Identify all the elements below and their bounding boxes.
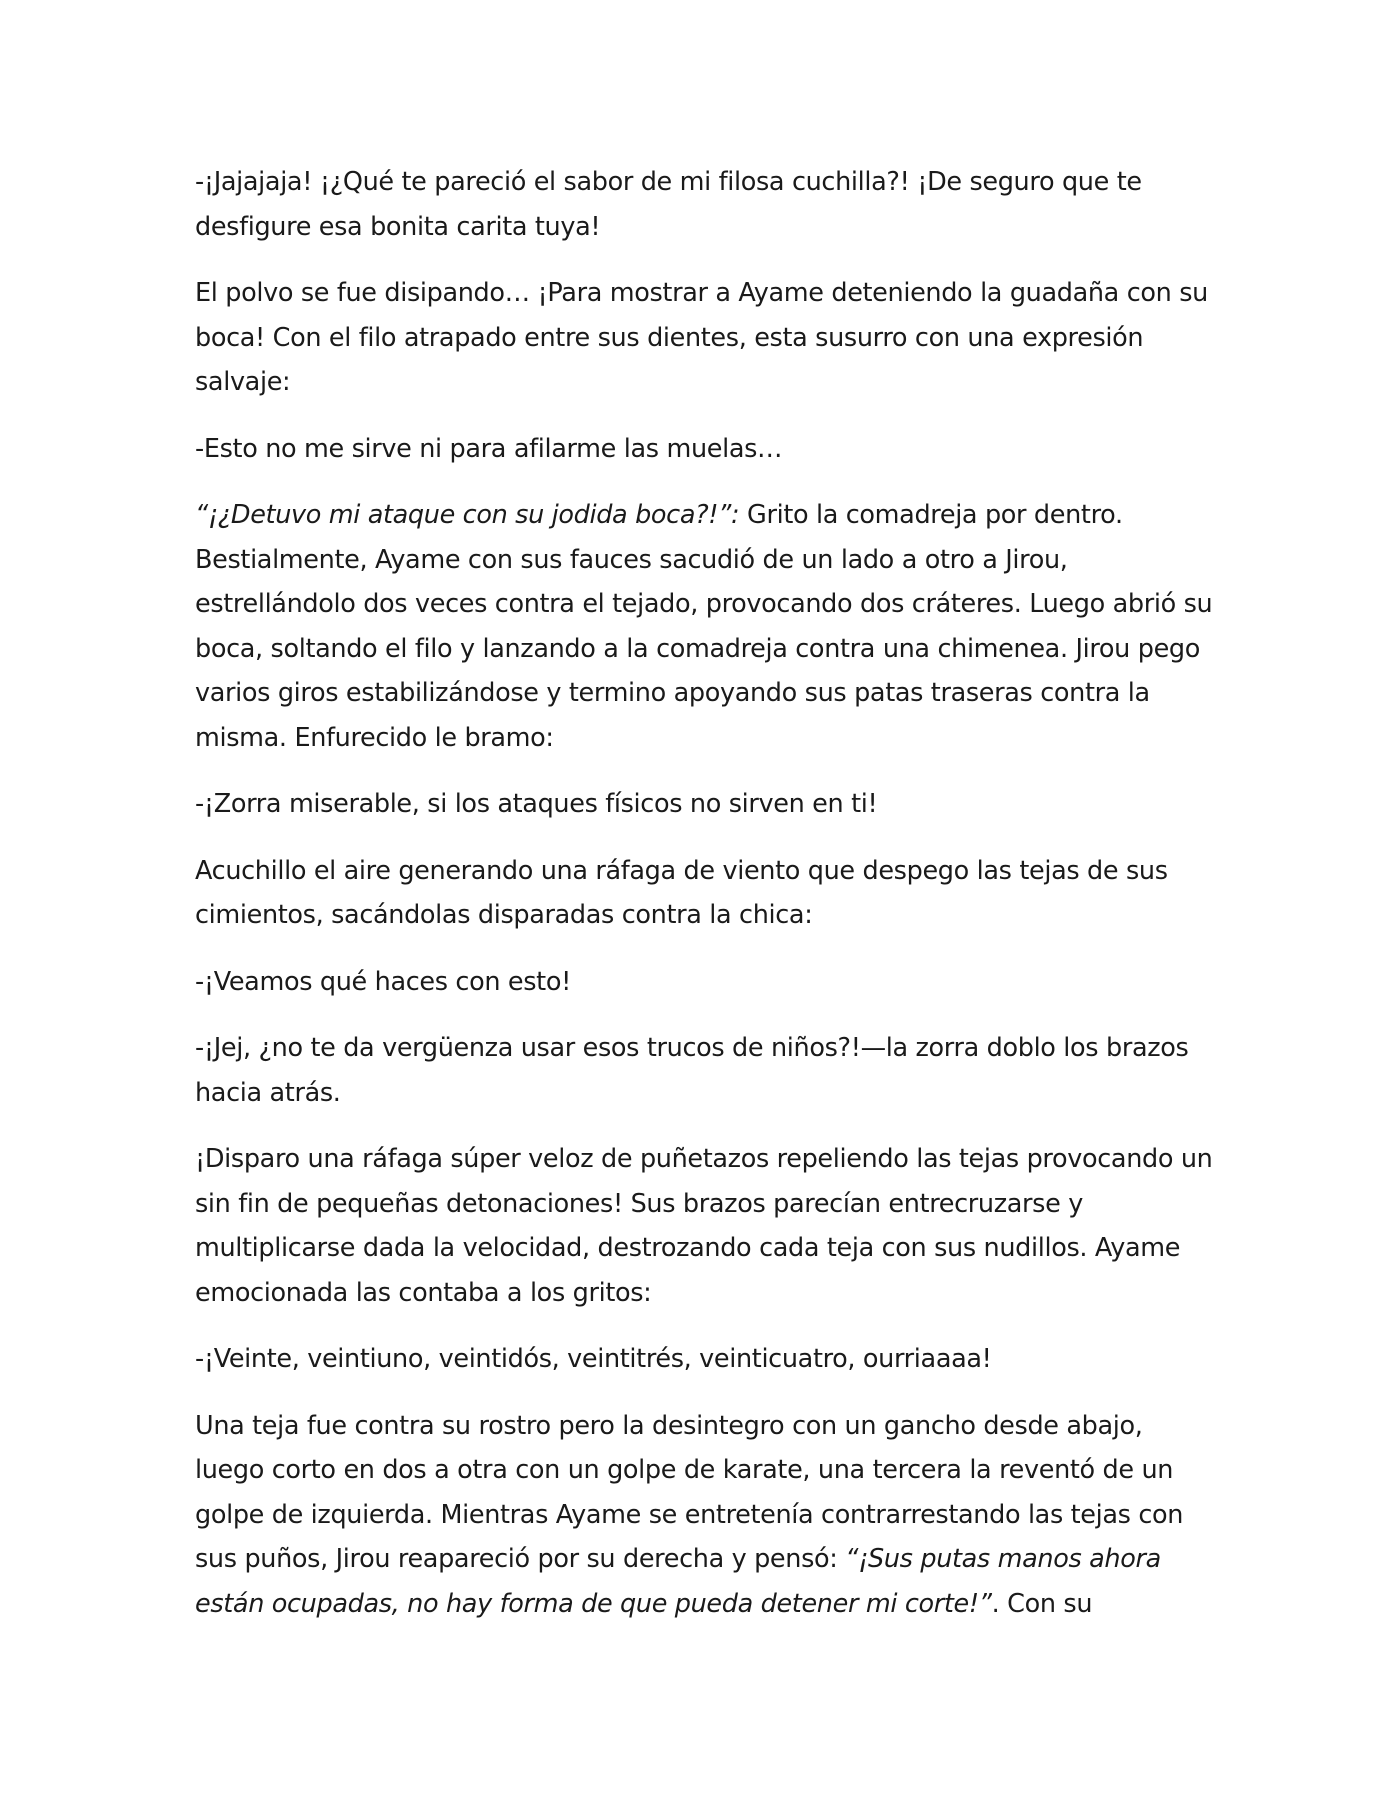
paragraph xyxy=(195,849,1215,938)
paragraph-text: Grito la comadreja por dentro. Bestialmente, Ayame con sus fauces sacudió de un lado a otro a Jirou, estrellándolo dos veces contra el tejado, provocando dos cráteres. Luego abrió su boca, soltando el filo y lanzando a la comadreja contra una chimenea. Jirou pego varios giros estabilizándose y termino apoyando sus patas traseras contra la misma. Enfurecido le bramo: xyxy=(195,500,1213,753)
paragraph xyxy=(195,160,1215,249)
paragraph-text: . Con su xyxy=(991,1588,1093,1619)
paragraph xyxy=(195,427,1215,472)
paragraph xyxy=(195,1137,1215,1315)
paragraph xyxy=(195,271,1215,405)
paragraph-text: -¡Zorra miserable, si los ataques físicos no sirven en ti! xyxy=(195,789,878,819)
paragraph-text: -¡Veinte, veintiuno, veintidós, veintitrés, veinticuatro, ourriaaaa! xyxy=(195,1344,992,1374)
paragraph-text: -¡Veamos qué haces con esto! xyxy=(195,966,571,997)
paragraph xyxy=(195,493,1215,760)
paragraph-text: Acuchillo el aire generando una ráfaga de viento que despego las tejas de sus cimientos, sacándolas disparadas contra la chica: xyxy=(195,855,1168,930)
paragraph-text: Una teja fue contra su rostro pero la desintegro con un gancho desde abajo, luego corto en dos a otra con un golpe de karate, una tercera la reventó de un golpe de izquierda. Mientras Ayame se entretenía contrarrestando las tejas con sus puños, Jirou reapareció por su derecha y pensó: xyxy=(195,1410,1184,1574)
paragraph-text: -¡Jajajaja! ¡¿Qué te pareció el sabor de mi filosa cuchilla?! ¡De seguro que te desfigure esa bonita carita tuya! xyxy=(195,167,1142,242)
paragraph xyxy=(195,1026,1215,1115)
paragraph-text: ¡Disparo una ráfaga súper veloz de puñetazos repeliendo las tejas provocando un sin fin de pequeñas detonaciones! Sus brazos parecían entrecruzarse y multiplicarse dada la velocidad, destrozando cada teja con sus nudillos. Ayame emocionada las contaba a los gritos: xyxy=(195,1144,1213,1308)
paragraph xyxy=(195,960,1215,1005)
paragraph xyxy=(195,1404,1215,1627)
italic-thought: “¡Sus putas manos ahora están ocupadas, no hay forma de que pueda detener mi corte!” xyxy=(195,1544,1161,1619)
paragraph-text: -¡Jej, ¿no te da vergüenza usar esos trucos de niños?!—la zorra doblo los brazos hacia atrás. xyxy=(195,1033,1189,1108)
paragraph-text: El polvo se fue disipando… ¡Para mostrar a Ayame deteniendo la guadaña con su boca! Con el filo atrapado entre sus dientes, esta susurro con una expresión salvaje: xyxy=(195,278,1208,397)
paragraph-text: -Esto no me sirve ni para afilarme las muelas… xyxy=(195,433,783,464)
paragraph xyxy=(195,1337,1215,1382)
paragraph xyxy=(195,782,1215,827)
italic-thought: “¡¿Detuvo mi ataque con su jodida boca?!”: xyxy=(195,500,740,530)
document-body xyxy=(195,160,1215,1648)
